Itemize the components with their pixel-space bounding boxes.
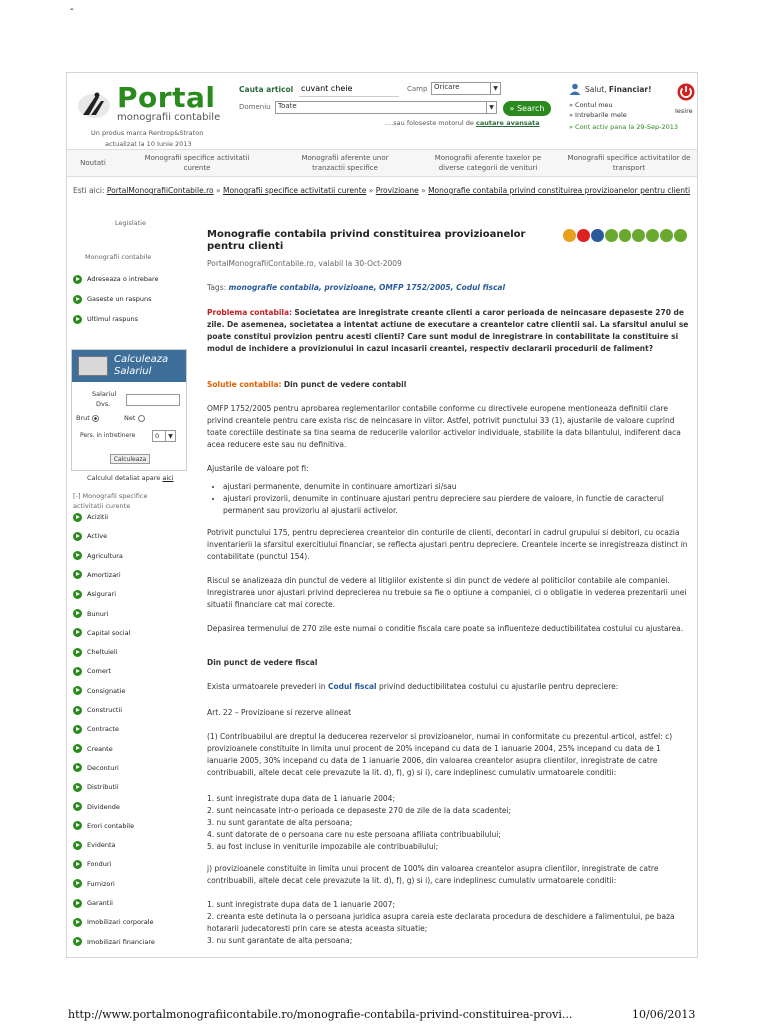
sidebar-category-label: Erori contabile [87, 821, 135, 830]
sidebar-category-label: Distributii [87, 783, 119, 792]
arrow-icon [73, 275, 82, 284]
problem-label: Problema contabila: [207, 308, 293, 317]
camp-select[interactable] [431, 82, 501, 95]
sidebar [67, 211, 195, 958]
pers-select-value: 0 [155, 432, 160, 440]
brut-radio[interactable] [92, 415, 99, 422]
sidebar-category-item[interactable] [73, 839, 116, 851]
calculator-title-2: Salariul [114, 366, 152, 377]
breadcrumb-provizioane[interactable]: Provizioane [375, 186, 419, 195]
sidebar-category-item[interactable] [73, 627, 130, 639]
article-meta: PortalMonografiiContabile.ro, valabil la 30-Oct-2009 [207, 259, 402, 268]
search-button[interactable] [503, 101, 551, 116]
arrow-icon [73, 841, 82, 850]
sidebar-category-label: Creante [87, 744, 113, 753]
arrow-icon [73, 879, 82, 888]
page-frame [66, 72, 698, 958]
user-greeting-text: Salut, [585, 85, 607, 94]
sidebar-category-label: Amortizari [87, 570, 121, 579]
solution-text: Din punct de vedere contabil [283, 380, 407, 389]
paragraph-alineat-1: (1) Contribuabilul are dreptul la deducerea rezervelor si provizioanelor, numai in conformitate cu prezentul articol, astfel: c) provizioanele constituite in limita unui procent de 20% incepand cu data de 1 ianuarie 2004, 25% incepand cu data de 1 ianuarie 2005, 30% incepand cu data de 1 ianuarie 2006, din valoarea creantelor asupra clientilor, inregistrate de catre contribuabili, altele decat cele prevazute la lit. d), f), g) si i), care indeplinesc cumulativ urmatoarele conditii: [207, 732, 673, 777]
problem-text: Societatea are inregistrate creante clienti a caror perioada de neincasare depaseste 270 de zile. De asemenea, societatea a intentat actiune de executare a creantelor catre clientii sai. La sfarsitul anului se poate constitui provizion pentru acesti clienti? Care sunt modul de inregistrare in contabilitate la constituire si modul de inchidere a provizionului in cazul incasarii creantei, respectiv declararii procedurii de faliment? [207, 308, 689, 353]
codul-suffix: privind deductibilitatea costului cu ajustarile pentru depreciere: [378, 682, 619, 691]
tags-list[interactable]: monografie contabila, provizioane, OMFP 1752/2005, Codul fiscal [228, 283, 506, 292]
comment-icon[interactable] [660, 229, 673, 242]
camp-select-value: Oricare [434, 83, 460, 91]
calc-detail-text: Calculul detaliat apare [87, 474, 161, 482]
sidebar-category-label: Consignatie [87, 686, 126, 695]
sidebar-category-label: Comert [87, 667, 112, 676]
list-item: 1. sunt inregistrate dupa data de 1 ianuarie 2004; [207, 794, 395, 803]
list-item: 2. creanta este detinuta la o persoana juridica asupra careia este declarata procedura de deschidere a falimentului, pe baza hotararii judecatoresti prin care se atesta aceasta situatie; [207, 912, 675, 933]
net-radio[interactable] [138, 415, 145, 422]
account-link[interactable]: » Contul meu [569, 101, 613, 109]
logo-wordmark: Portal [117, 81, 216, 114]
breadcrumb-prefix: Esti aici: [73, 186, 105, 195]
domeniu-select[interactable] [275, 101, 497, 114]
sidebar-item-gaseste[interactable] [73, 293, 152, 305]
calculator-title [114, 354, 168, 378]
arrow-icon [73, 551, 82, 560]
arrow-icon [73, 899, 82, 908]
domeniu-select-value: Toate [278, 102, 297, 110]
brut-label: Brut [76, 414, 90, 422]
nav-monografii-curente[interactable]: Monografii specifice activitatii curente [144, 154, 250, 172]
nav-monografii-tranzactii[interactable]: Monografii aferente unor tranzactii specifice [301, 154, 389, 172]
email-icon[interactable] [605, 229, 618, 242]
problem-paragraph [207, 307, 691, 355]
sidebar-category-label: Asigurari [87, 590, 117, 599]
conditions-list-1 [207, 793, 691, 853]
tags-label: Tags: [207, 283, 227, 292]
top-mark: - [70, 4, 74, 15]
net-option[interactable] [124, 414, 145, 422]
arrow-icon [73, 315, 82, 324]
exit-label[interactable]: Iesire [675, 107, 693, 115]
search-label: Cauta articol [239, 85, 294, 94]
codul-fiscal-link[interactable]: Codul fiscal [327, 682, 377, 691]
sidebar-item-label: Ultimul raspuns [87, 315, 139, 323]
sidebar-category-item[interactable] [73, 550, 123, 562]
user-greeting [585, 85, 652, 94]
chevron-down-icon: ▼ [486, 102, 496, 113]
salary-dvs-label: Dvs. [96, 400, 111, 408]
logo-tagline: Un produs marca Rentrop&Straton [91, 129, 204, 137]
arrow-icon [73, 918, 82, 927]
search-arrow-icon: » [509, 104, 517, 113]
fiscal-heading: Din punct de vedere fiscal [207, 658, 318, 667]
pers-select[interactable] [152, 430, 176, 442]
sidebar-category-label: Fonduri [87, 860, 112, 869]
breadcrumb-home[interactable]: PortalMonografiiContabile.ro [106, 186, 214, 195]
sidebar-category-item[interactable] [73, 685, 125, 697]
sidebar-category-label: Contracte [87, 725, 119, 734]
paragraph-codul-fiscal [207, 681, 691, 693]
sidebar-category-item[interactable] [73, 511, 108, 523]
share-toolbar [563, 229, 687, 243]
search-area [235, 81, 555, 131]
logo-icon [77, 89, 115, 119]
nav-monografii-taxe[interactable]: Monografii aferente taxelor pe diverse categorii de venituri [434, 154, 542, 172]
sidebar-category-item[interactable] [73, 916, 154, 928]
my-questions-link[interactable]: » Intrebarile mele [569, 111, 627, 119]
breadcrumb-current[interactable]: Monografie contabila privind constituirea provizioanelor pentru clienti [428, 186, 691, 195]
sidebar-category-label: Imobilizari corporale [87, 918, 154, 927]
sidebar-category-item[interactable] [73, 569, 121, 581]
sidebar-category-item[interactable] [73, 743, 113, 755]
arrow-icon [73, 667, 82, 676]
sidebar-category-label: Agricultura [87, 551, 123, 560]
sidebar-category-label: Acizitii [87, 513, 109, 521]
sidebar-category-label: Garantii [87, 899, 113, 907]
sidebar-category-label: Cheltuieli [87, 648, 118, 657]
sidebar-category-item[interactable] [73, 608, 108, 620]
calculator-title-1: Calculeaza [114, 354, 169, 365]
sidebar-item-adreseaza[interactable] [73, 273, 159, 285]
calculator-icon [78, 356, 108, 376]
paragraph-lit-j: j) provizioanele constituite in limita unui procent de 100% din valoarea creantelor asupra clientilor, inregistrate de catre contribuabili, altele decat cele prevazute la lit. d), f), g) si i), care indeplinesc cumulativ urmatoarele conditii: [207, 864, 659, 885]
chevron-down-icon: ▼ [490, 83, 500, 94]
breadcrumb: Esti aici: PortalMonografiiContabile.ro » Monografii specifice activitatii curente » Provizioane » Monografie contabila privind constituirea provizioanelor pentru clienti [73, 186, 691, 195]
list-item: 3. nu sunt garantate de alta persoana; [207, 818, 353, 827]
sidebar-category-label: Active [87, 532, 108, 541]
sidebar-legislatie[interactable]: Legislatie [115, 219, 146, 227]
list-item: 4. sunt datorate de o persoana care nu este persoana afiliata contribuabilului; [207, 830, 501, 839]
arrow-icon [73, 628, 82, 637]
sidebar-category-item[interactable] [73, 781, 119, 793]
paragraph-risc: Riscul se analizeaza din punctul de vedere al litigiilor existente si din punct de vedere al politicilor contabile ale companiei. Inregistrarea unor ajustari privind deprecierea nu trebuie sa fie o optiune a companiei, ci o obligatie in vederea prezentarii unei situatii financiare cat mai corecte. [207, 576, 687, 609]
paragraph-omfp: OMFP 1752/2005 pentru aprobarea reglementarilor contabile conforme cu directivele europene mentioneaza definitii clare privind creantele pentru care exista risc de neincasare in viitor. Astfel, potrivit punctului 33 (1), ajustarile de valoare cuprind toate corectiile destinate sa tina seama de reducerile valorilor activelor individuale, stabilite la data bilantului, indiferent daca acea reducere este sau nu definitiva. [207, 404, 681, 449]
list-item: • ajustari provizorii, denumite in continuare ajustari pentru depreciere sau pierdere de valoare, in functie de caracterul permanent sau provizoriu al ajustarii activelor. [223, 493, 691, 517]
sidebar-category-item[interactable] [73, 665, 111, 677]
sidebar-category-item[interactable] [73, 858, 111, 870]
sidebar-item-label: Adreseaza o intrebare [87, 275, 159, 283]
list-item: 2. sunt neincasate intr-o perioada ce depaseste 270 de zile de la data scadentei; [207, 806, 512, 815]
sidebar-section-toggle[interactable]: [-] Monografii specifice activitatii curente [73, 492, 148, 510]
salary-input[interactable] [126, 394, 180, 406]
arrow-icon [73, 706, 82, 715]
search-input[interactable] [299, 81, 399, 97]
sidebar-category-item[interactable] [73, 936, 155, 948]
conditions-list-2 [207, 899, 691, 947]
codul-prefix: Exista urmatoarele prevederi in [207, 682, 326, 691]
pers-label: Pers. in intretinere [80, 432, 136, 439]
forward-icon[interactable] [674, 229, 687, 242]
arrow-icon [73, 821, 82, 830]
arrow-icon [73, 744, 82, 753]
bookmark-icon[interactable] [646, 229, 659, 242]
camp-label: Camp [407, 85, 428, 93]
arrow-icon [73, 570, 82, 579]
calc-detail [87, 474, 174, 482]
main-nav [67, 149, 698, 177]
sidebar-category-item[interactable] [73, 820, 134, 832]
arrow-icon [73, 532, 82, 541]
list-item: 1. sunt inregistrate dupa data de 1 ianuarie 2007; [207, 900, 395, 909]
arrow-icon [73, 590, 82, 599]
calculate-button[interactable]: Calculeaza [110, 454, 150, 464]
arrow-icon [73, 609, 82, 618]
user-icon [569, 83, 581, 95]
sidebar-category-label: Imobilizari financiare [87, 937, 155, 946]
sidebar-category-label: Capital social [87, 628, 131, 637]
sidebar-category-item[interactable] [73, 878, 115, 890]
list-item: • ajustari permanente, denumite in continuare amortizari si/sau [223, 481, 691, 493]
arrow-icon [73, 860, 82, 869]
sidebar-category-item[interactable] [73, 646, 118, 658]
facebook-icon[interactable] [591, 229, 604, 242]
footer-date: 10/06/2013 [632, 1008, 696, 1021]
arrow-icon [73, 648, 82, 657]
breadcrumb-monografii[interactable]: Monografii specifice activitatii curente [222, 186, 367, 195]
arrow-icon [73, 295, 82, 304]
arrow-icon [73, 513, 82, 522]
sidebar-category-label: Constructii [87, 706, 123, 714]
search-button-label: Search [516, 104, 545, 113]
logo-subtitle: monografii contabile [117, 112, 221, 123]
sidebar-category-item[interactable] [73, 530, 107, 542]
sidebar-monografii-heading: Monografii contabile [85, 253, 152, 261]
user-name: Financiar! [608, 85, 652, 94]
print-icon[interactable] [619, 229, 632, 242]
arrow-icon [73, 937, 82, 946]
chevron-down-icon: ▼ [165, 431, 175, 442]
domeniu-label: Domeniu [239, 103, 271, 111]
user-area [569, 83, 698, 143]
sidebar-category-item[interactable] [73, 588, 116, 600]
share-icon[interactable] [577, 229, 590, 242]
sidebar-category-item[interactable] [73, 897, 113, 909]
arrow-icon [73, 725, 82, 734]
calc-detail-link[interactable]: aici [162, 474, 174, 482]
arrow-icon [73, 686, 82, 695]
nav-noutati[interactable]: Noutati [80, 159, 106, 167]
power-icon[interactable] [677, 83, 695, 101]
sidebar-category-item[interactable] [73, 704, 122, 716]
solution-heading [207, 379, 691, 391]
sidebar-category-item[interactable] [73, 723, 119, 735]
favorite-icon[interactable] [632, 229, 645, 242]
bullet-list [207, 481, 691, 517]
solution-label: Solutie contabila: [207, 380, 282, 389]
sidebar-category-item[interactable] [73, 762, 119, 774]
list-item: 5. au fost incluse in veniturile impozabile ale contribuabilului; [207, 842, 439, 851]
article-tags [207, 283, 505, 292]
arrow-icon [73, 783, 82, 792]
paragraph-ajustari: Ajustarile de valoare pot fi: [207, 464, 309, 473]
sidebar-category-label: Evidenta [87, 841, 116, 850]
account-status: » Cont activ pana la 29-Sep-2013 [569, 123, 679, 131]
sidebar-category-label: Furnizori [87, 879, 115, 888]
sidebar-category-label: Bunuri [87, 609, 109, 618]
salary-label: Salariul [92, 390, 117, 398]
calculator-banner [72, 350, 186, 382]
sidebar-category-item[interactable] [73, 801, 120, 813]
arrow-icon [73, 763, 82, 772]
salary-calculator [71, 349, 187, 471]
sidebar-category-label: Dividende [87, 802, 120, 811]
brut-option[interactable] [76, 414, 99, 422]
paragraph-punct-175: Potrivit punctului 175, pentru deprecierea creantelor din conturile de clienti, decontari in cadrul grupului si debitori, cu ocazia inventarierii la sfarsitul exercitiului financiar, se reflecta ajustari pentru depreciere. Creantele incerte se inregistreaza distinct in contabilitate (punctul 154). [207, 528, 688, 561]
list-item: 3. nu sunt garantate de alta persoana; [207, 936, 353, 945]
sidebar-item-ultimul[interactable] [73, 313, 138, 325]
logo-area[interactable] [67, 73, 227, 157]
arrow-icon [73, 802, 82, 811]
paragraph-art-22: Art. 22 – Provizioane si rezerve alineat [207, 708, 352, 717]
advanced-search-prefix: ....sau foloseste motorul de [385, 119, 474, 127]
advanced-search [385, 119, 540, 127]
article-title: Monografie contabila privind constituirea provizioanelor pentru clienti [207, 229, 526, 252]
advanced-search-link[interactable]: cautare avansata [475, 119, 540, 127]
nav-monografii-transport[interactable]: Monografii specifice activitatilor de transport [567, 154, 691, 172]
logo-updated: actualizat la 10 Iunie 2013 [105, 140, 192, 148]
sidebar-category-label: Deconturi [87, 763, 119, 772]
footer-url: http://www.portalmonografiicontabile.ro/monografie-contabila-privind-constituirea-provi... [68, 1008, 573, 1021]
paragraph-270-zile: Depasirea termenului de 270 zile este numai o conditie fiscala care poate sa influenteze deductibilitatea costului cu ajustarea. [207, 624, 684, 633]
rss-icon[interactable] [563, 229, 576, 242]
net-label: Net [124, 414, 136, 422]
sidebar-item-label: Gaseste un raspuns [87, 295, 152, 303]
